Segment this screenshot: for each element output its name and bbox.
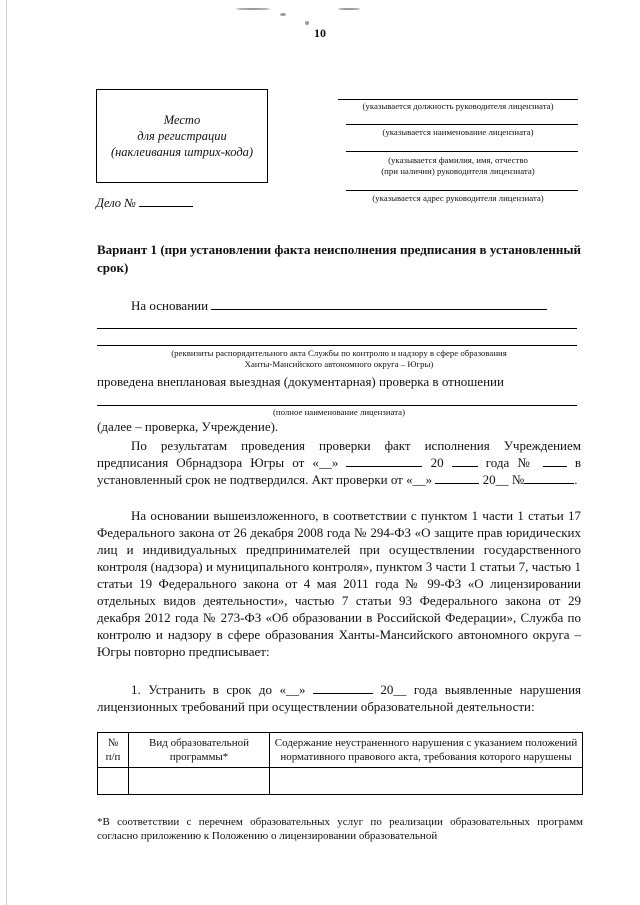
basis-line (131, 297, 581, 314)
results-number-label: года № (485, 455, 535, 470)
registration-box-line: Место (163, 113, 201, 127)
scan-edge-line (6, 0, 7, 905)
inspection-text: проведена внеплановая выездная (документарная) проверка в отношении (97, 374, 504, 389)
licensee-name-line (346, 124, 578, 125)
basis-label: На основании (131, 298, 209, 313)
registration-box-line: (наклеивания штрих-кода) (110, 145, 254, 159)
table-row (98, 768, 583, 795)
item-1-text: 20__ года выявленные нарушения лицензионных требований при осуществлении образовательной деятельности: (97, 682, 582, 714)
table-header-cell: № п/п (98, 733, 129, 768)
scan-speck (338, 8, 360, 10)
page-number: 10 (314, 26, 326, 40)
registration-box-line: для регистрации (137, 129, 227, 143)
scan-speck (280, 13, 286, 16)
fio-line (346, 151, 578, 152)
full-name-caption: (полное наименование лицензиата) (272, 407, 406, 417)
legal-basis-paragraph: На основании вышеизложенного, в соответствии с пунктом 1 части 1 статьи 17 Федерального закона от 26 декабря 2008 года № 294-ФЗ «О защите прав юридических лиц и индивидуальных предпринимателей при осуществлении государственного контроля (надзора) и муниципального контроля», пунктом 3 части 1 статьи 7, частью 1 статьи 19 Федерального закона от 4 мая 2011 года № 99-ФЗ «О лицензировании отдельных видов деятельности», частью 7 статьи 93 Федерального закона от 29 декабря 2012 года № 273-ФЗ «Об образовании в Российской Федерации», Служба по контролю и надзору в сфере образования Ханты-Мансийского автономного округа – Югры повторно предписывает: (97, 508, 581, 659)
results-year: 20 (430, 455, 444, 470)
item-1-date-blank (313, 682, 373, 694)
results-paragraph (97, 437, 581, 488)
further-text: (далее – проверка, Учреждение). (97, 419, 279, 434)
results-year-blank (452, 455, 478, 467)
results-period: . (574, 472, 578, 487)
table-header-row (98, 733, 583, 768)
case-number-blank (139, 196, 193, 207)
full-name-line (97, 405, 577, 406)
act-details-caption-line1: (реквизиты распорядительного акта Службы по контролю и надзору в сфере образования (171, 348, 507, 358)
table-cell (129, 768, 270, 795)
table-header-cell: Вид образовательной программы* (129, 733, 270, 768)
footnote: *В соответствии с перечнем образовательных услуг по реализации образовательных программ согласно приложению к Положению о лицензировании образовательной (97, 816, 583, 842)
basis-blank (211, 298, 547, 310)
act-number-label: 20__ № (482, 472, 525, 487)
act-number-blank (524, 472, 574, 484)
position-line (338, 99, 578, 100)
act-date-blank (435, 472, 479, 484)
case-label: Дело № (96, 196, 136, 210)
variant-heading: Вариант 1 (при установлении факта неисполнения предписания в установленный срок) (97, 242, 581, 275)
table-cell (98, 768, 129, 795)
case-number-field (96, 196, 193, 211)
scan-speck (236, 8, 270, 10)
violations-table (97, 732, 583, 795)
address-line (346, 190, 578, 191)
fio-caption-line1: (указывается фамилия, имя, отчество (388, 155, 528, 165)
fio-caption-line2: (при наличии) руководителя лицензиата) (381, 166, 535, 176)
results-text: в установленный срок не подтвердился. Акт проверки от «__» (97, 455, 582, 487)
licensee-name-caption: (указывается наименование лицензиата) (382, 127, 534, 137)
basis-continuation-line (97, 345, 577, 346)
results-date-blank (346, 455, 422, 467)
table-header-cell: Содержание неустраненного нарушения с указанием положений нормативного правового акта, требования которого нарушены (270, 733, 583, 768)
address-caption: (указывается адрес руководителя лицензиата) (372, 193, 544, 203)
table-cell (270, 768, 583, 795)
basis-continuation-line (97, 328, 577, 329)
item-1-text: 1. Устранить в срок до «__» (131, 682, 306, 697)
act-details-caption-line2: Ханты-Мансийского автономного округа – Югры) (244, 359, 434, 369)
results-number-blank (543, 455, 567, 467)
registration-box (96, 89, 268, 183)
position-caption: (указывается должность руководителя лицензиата) (362, 101, 554, 111)
item-1-paragraph (97, 681, 581, 715)
scan-speck (305, 21, 309, 25)
results-text: По результатам проведения проверки факт исполнения Учреждением предписания Обрнадзора Югры от «__» (97, 438, 581, 470)
